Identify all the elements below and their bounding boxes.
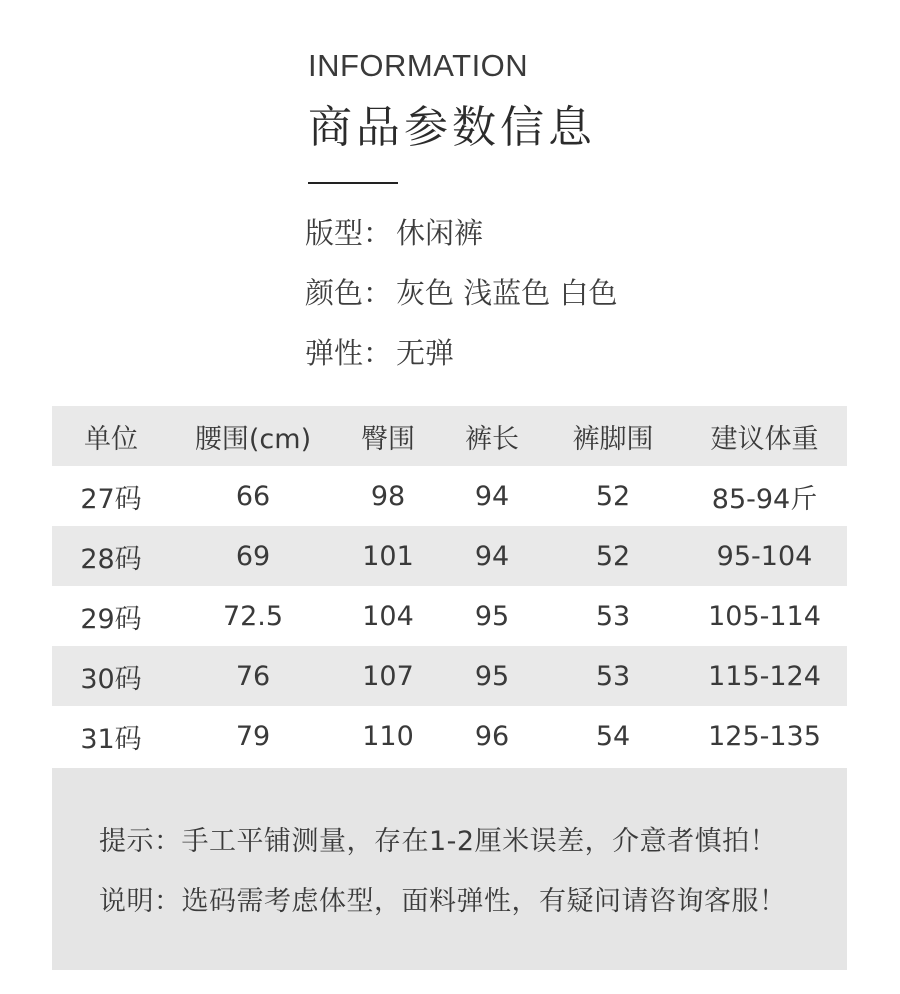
size-advice: 说明：选码需考虑体型，面料弹性，有疑问请咨询客服！ — [99, 886, 787, 917]
table-cell: 107 — [362, 660, 414, 692]
table-cell: 76 — [235, 660, 271, 692]
column-header-hem: 裤脚围 — [572, 423, 654, 455]
page-title: 商品参数信息 — [308, 102, 596, 153]
table-cell: 31码 — [80, 723, 142, 755]
table-cell: 95-104 — [716, 540, 813, 572]
table-row — [52, 706, 847, 766]
attribute-elasticity — [305, 325, 617, 385]
table-cell: 110 — [362, 720, 414, 752]
attribute-value: 休闲裤 — [396, 216, 484, 250]
table-cell: 95 — [474, 660, 510, 692]
column-header-hip: 臀围 — [361, 423, 415, 455]
table-cell: 54 — [595, 720, 631, 752]
title-divider — [308, 182, 398, 184]
attribute-fit — [305, 205, 617, 265]
column-header-length: 裤长 — [465, 423, 519, 455]
table-cell: 101 — [362, 540, 414, 572]
table-cell: 125-135 — [708, 720, 821, 752]
table-cell: 69 — [235, 540, 271, 572]
table-row — [52, 466, 847, 526]
size-table — [52, 406, 847, 766]
column-header-unit: 单位 — [84, 423, 138, 455]
table-cell: 94 — [474, 540, 510, 572]
attribute-color — [305, 265, 617, 325]
table-cell: 94 — [474, 480, 510, 512]
table-cell: 85-94斤 — [711, 483, 818, 515]
table-cell: 96 — [474, 720, 510, 752]
table-row — [52, 586, 847, 646]
table-cell: 27码 — [80, 483, 142, 515]
table-cell: 28码 — [80, 543, 142, 575]
table-cell: 79 — [235, 720, 271, 752]
table-cell: 29码 — [80, 603, 142, 635]
section-eyebrow: INFORMATION — [308, 48, 529, 83]
attribute-value: 灰色 浅蓝色 白色 — [396, 276, 618, 310]
table-cell: 98 — [370, 480, 406, 512]
table-row — [52, 526, 847, 586]
table-cell: 53 — [595, 600, 631, 632]
attribute-label: 颜色： — [305, 276, 393, 310]
table-cell: 104 — [362, 600, 414, 632]
column-header-weight: 建议体重 — [710, 423, 819, 455]
table-cell: 30码 — [80, 663, 142, 695]
table-cell: 72.5 — [222, 600, 284, 632]
table-cell: 115-124 — [708, 660, 821, 692]
table-cell: 53 — [595, 660, 631, 692]
attribute-label: 版型： — [305, 216, 393, 250]
attribute-label: 弹性： — [305, 336, 393, 370]
notes-panel — [52, 768, 847, 970]
table-header-row — [52, 406, 847, 466]
product-attributes — [305, 205, 617, 385]
table-cell: 105-114 — [708, 600, 821, 632]
table-cell: 52 — [595, 540, 631, 572]
column-header-waist: 腰围(cm) — [194, 423, 312, 455]
table-cell: 66 — [235, 480, 271, 512]
table-cell: 95 — [474, 600, 510, 632]
section-header — [308, 46, 596, 156]
attribute-value: 无弹 — [396, 336, 455, 370]
table-row — [52, 646, 847, 706]
measurement-tip: 提示：手工平铺测量，存在1-2厘米误差，介意者慎拍！ — [99, 826, 778, 857]
table-cell: 52 — [595, 480, 631, 512]
